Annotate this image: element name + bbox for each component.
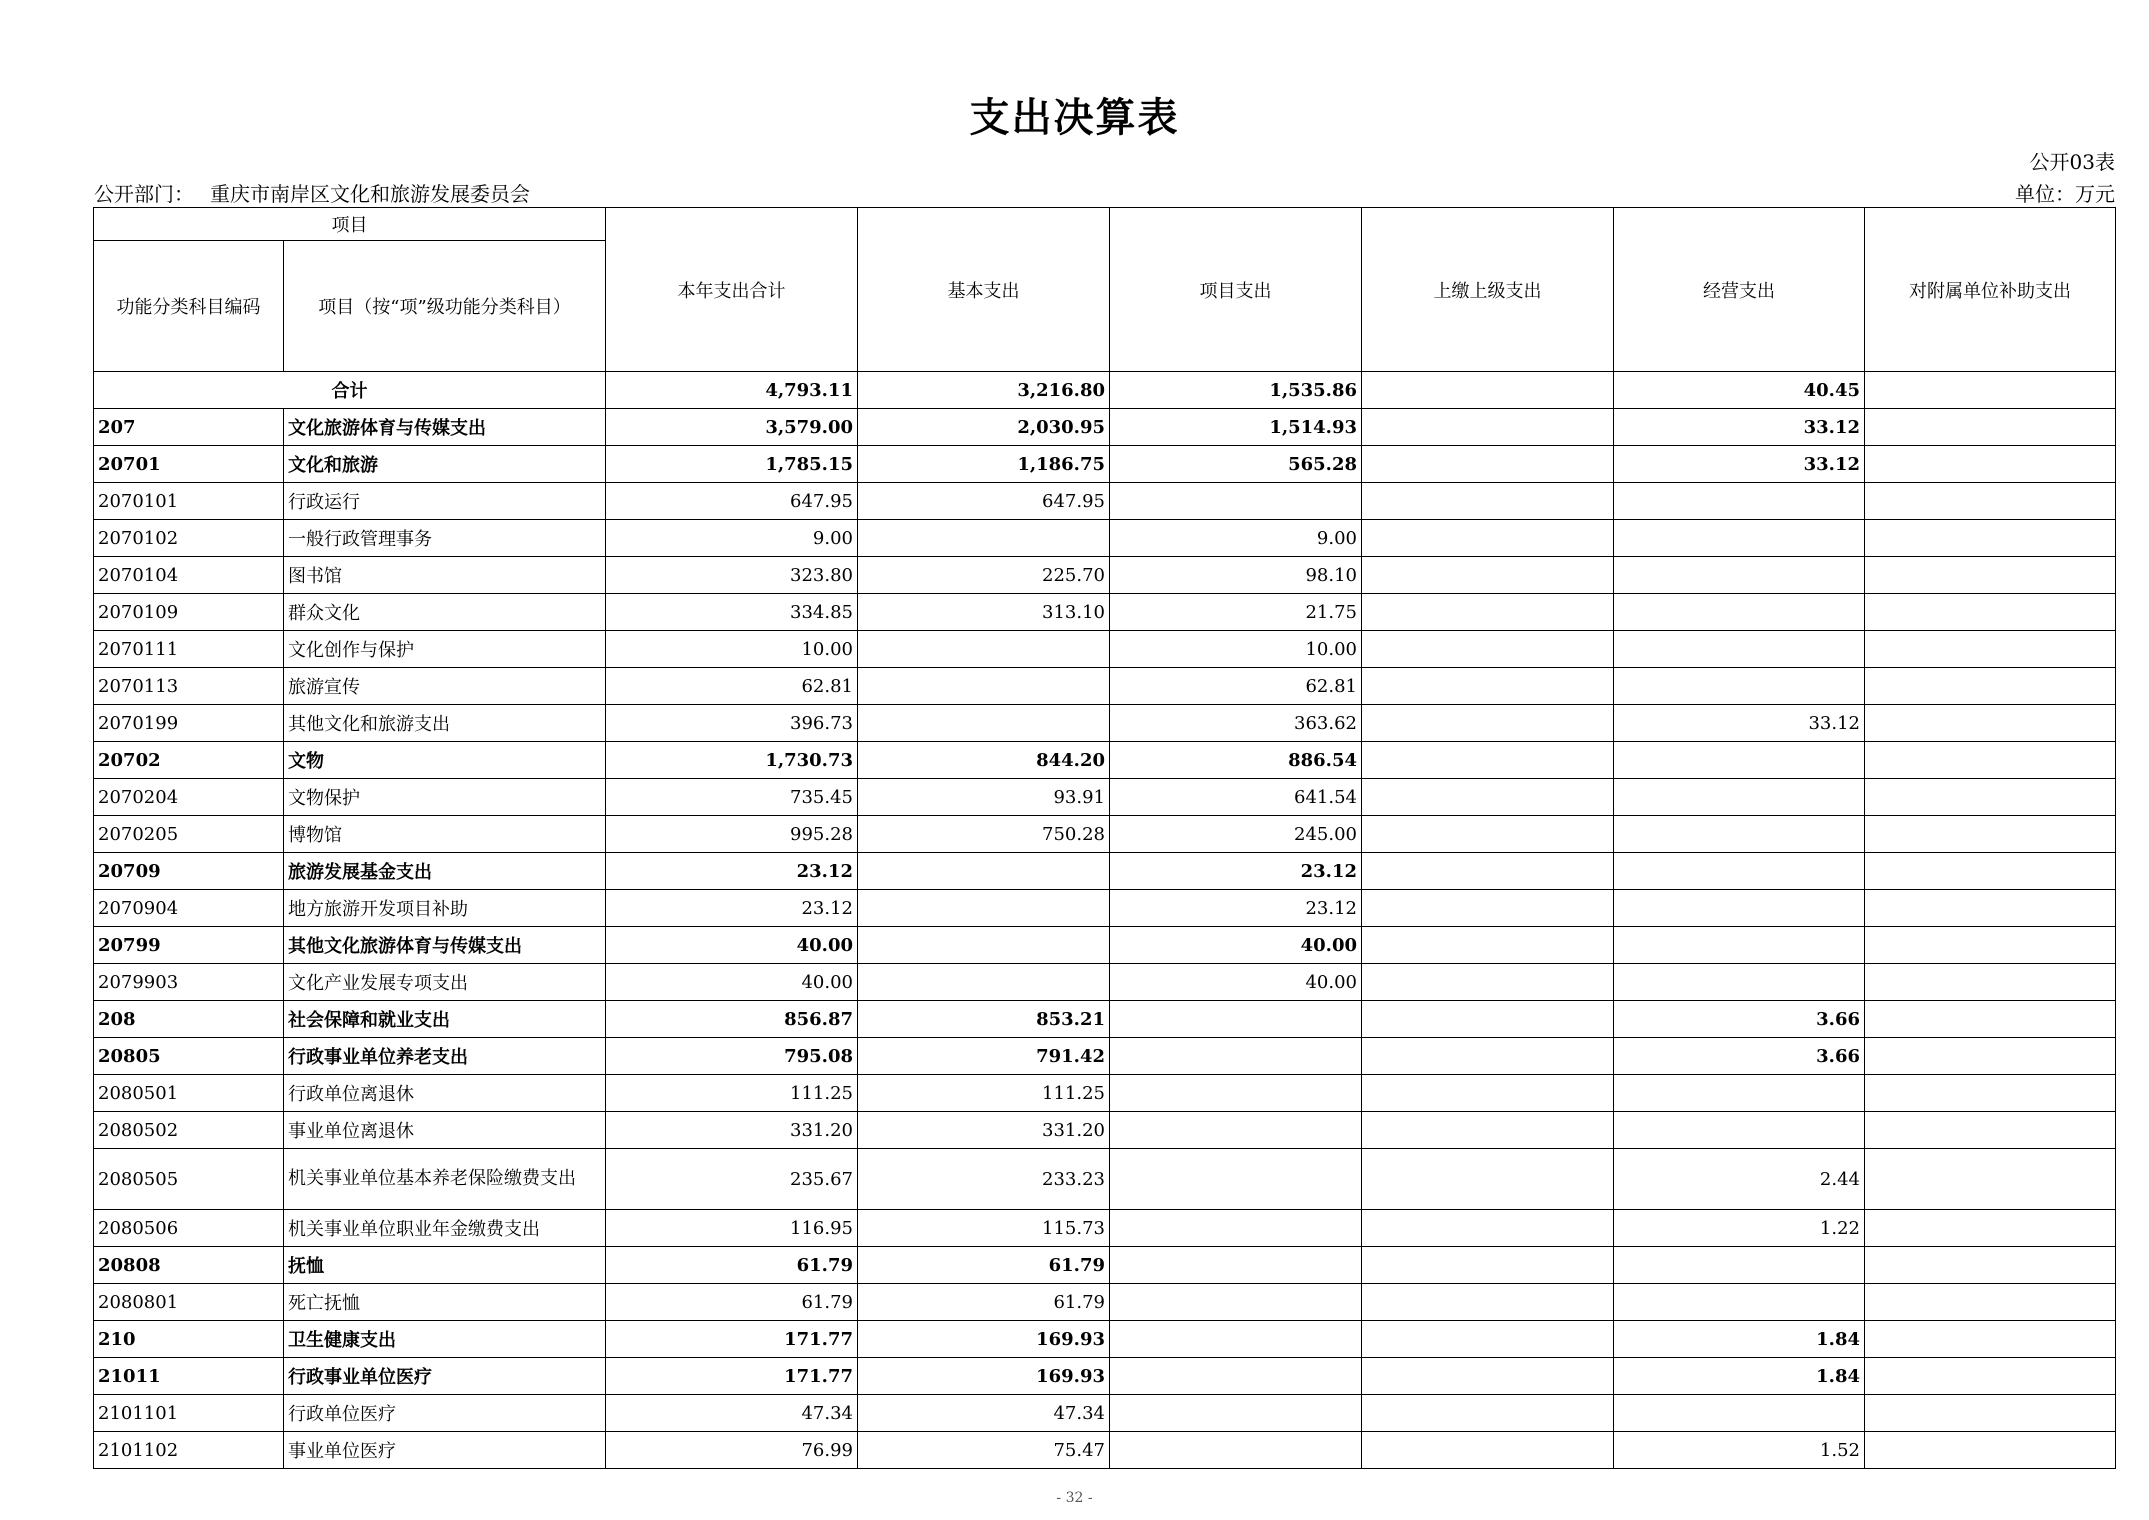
row-value: [1865, 1075, 2116, 1112]
row-value: 363.62: [1110, 705, 1362, 742]
row-value: [1362, 779, 1614, 816]
row-value: [1110, 1395, 1362, 1432]
row-value: 323.80: [606, 557, 858, 594]
row-code: 2101101: [94, 1395, 284, 1432]
row-value: 33.12: [1614, 409, 1865, 446]
row-value: [1362, 1149, 1614, 1210]
row-value: [1614, 890, 1865, 927]
row-code: 2070113: [94, 668, 284, 705]
table-row: [94, 1321, 2116, 1358]
row-value: 62.81: [1110, 668, 1362, 705]
department-name: 重庆市南岸区文化和旅游发展委员会: [210, 182, 530, 206]
row-value: 2,030.95: [858, 409, 1110, 446]
row-value: [1614, 927, 1865, 964]
row-value: 233.23: [858, 1149, 1110, 1210]
row-value: [1362, 1075, 1614, 1112]
row-code: 20799: [94, 927, 284, 964]
row-value: 169.93: [858, 1358, 1110, 1395]
row-value: 93.91: [858, 779, 1110, 816]
row-value: [858, 890, 1110, 927]
department-label: 公开部门：: [94, 182, 194, 206]
row-value: [1110, 1075, 1362, 1112]
row-code: 210: [94, 1321, 284, 1358]
row-name: 图书馆: [284, 557, 606, 594]
row-value: [1865, 1038, 2116, 1075]
row-code: 2080801: [94, 1284, 284, 1321]
row-value: [1614, 1075, 1865, 1112]
table-row: [94, 446, 2116, 483]
row-value: [858, 705, 1110, 742]
table-row: [94, 742, 2116, 779]
row-value: [1614, 1284, 1865, 1321]
row-name: 机关事业单位基本养老保险缴费支出: [284, 1149, 606, 1210]
row-value: 33.12: [1614, 446, 1865, 483]
row-value: [1614, 853, 1865, 890]
row-value: 245.00: [1110, 816, 1362, 853]
row-code: 2070199: [94, 705, 284, 742]
row-name: 博物馆: [284, 816, 606, 853]
row-name: 文物保护: [284, 779, 606, 816]
row-value: [1110, 1149, 1362, 1210]
unit-label: 单位：万元: [2015, 182, 2115, 206]
row-value: [1865, 779, 2116, 816]
table-row: [94, 1284, 2116, 1321]
row-value: [1865, 1112, 2116, 1149]
row-code: 20805: [94, 1038, 284, 1075]
total-cell: 40.45: [1614, 372, 1865, 409]
row-name: 旅游宣传: [284, 668, 606, 705]
row-value: [1362, 1247, 1614, 1284]
row-value: 3.66: [1614, 1001, 1865, 1038]
row-value: [1110, 1001, 1362, 1038]
row-value: 9.00: [1110, 520, 1362, 557]
row-value: 111.25: [858, 1075, 1110, 1112]
row-value: 331.20: [858, 1112, 1110, 1149]
row-value: [858, 853, 1110, 890]
row-value: [1865, 927, 2116, 964]
row-name: 旅游发展基金支出: [284, 853, 606, 890]
row-value: 1.22: [1614, 1210, 1865, 1247]
row-value: 171.77: [606, 1321, 858, 1358]
total-row: [94, 372, 2116, 409]
row-value: [1614, 779, 1865, 816]
row-value: 735.45: [606, 779, 858, 816]
row-value: 795.08: [606, 1038, 858, 1075]
table-row: [94, 1358, 2116, 1395]
header-col-subsidy: 对附属单位补助支出: [1865, 208, 2116, 372]
row-value: [1110, 1284, 1362, 1321]
row-value: 334.85: [606, 594, 858, 631]
row-value: [1865, 853, 2116, 890]
row-value: 10.00: [1110, 631, 1362, 668]
row-value: [1614, 668, 1865, 705]
row-value: [1865, 483, 2116, 520]
row-value: [858, 964, 1110, 1001]
row-name: 机关事业单位职业年金缴费支出: [284, 1210, 606, 1247]
row-name: 文化产业发展专项支出: [284, 964, 606, 1001]
row-code: 207: [94, 409, 284, 446]
row-name: 死亡抚恤: [284, 1284, 606, 1321]
row-code: 2079903: [94, 964, 284, 1001]
row-value: [1362, 1395, 1614, 1432]
department-line: [94, 178, 530, 207]
row-value: 844.20: [858, 742, 1110, 779]
table-row: [94, 927, 2116, 964]
row-value: [1362, 1321, 1614, 1358]
row-value: 3,579.00: [606, 409, 858, 446]
row-value: 1,730.73: [606, 742, 858, 779]
header-col-project: 项目支出: [1110, 208, 1362, 372]
row-value: 169.93: [858, 1321, 1110, 1358]
row-value: 23.12: [1110, 890, 1362, 927]
table-row: [94, 705, 2116, 742]
row-value: [1865, 1247, 2116, 1284]
row-value: 225.70: [858, 557, 1110, 594]
table-row: [94, 520, 2116, 557]
row-value: 1,785.15: [606, 446, 858, 483]
table-row: [94, 890, 2116, 927]
row-value: 61.79: [858, 1247, 1110, 1284]
row-code: 2080505: [94, 1149, 284, 1210]
row-value: [1614, 520, 1865, 557]
row-value: [1362, 742, 1614, 779]
row-value: [1865, 520, 2116, 557]
table-row: [94, 1001, 2116, 1038]
row-name: 文化旅游体育与传媒支出: [284, 409, 606, 446]
row-value: 853.21: [858, 1001, 1110, 1038]
row-value: [1362, 927, 1614, 964]
row-value: [1865, 1149, 2116, 1210]
table-row: [94, 594, 2116, 631]
row-value: [1614, 1395, 1865, 1432]
table-row: [94, 557, 2116, 594]
row-value: 116.95: [606, 1210, 858, 1247]
table-row: [94, 1112, 2116, 1149]
row-name: 行政事业单位医疗: [284, 1358, 606, 1395]
row-value: [1362, 1001, 1614, 1038]
row-name: 行政单位离退休: [284, 1075, 606, 1112]
row-code: 2080501: [94, 1075, 284, 1112]
row-code: 2080502: [94, 1112, 284, 1149]
row-code: 21011: [94, 1358, 284, 1395]
row-name: 卫生健康支出: [284, 1321, 606, 1358]
row-name: 其他文化旅游体育与传媒支出: [284, 927, 606, 964]
table-row: [94, 816, 2116, 853]
header-name: 项目（按“项”级功能分类科目）: [284, 241, 606, 372]
header-code: 功能分类科目编码: [94, 241, 284, 372]
row-value: [858, 668, 1110, 705]
total-cell: 4,793.11: [606, 372, 858, 409]
row-value: 647.95: [858, 483, 1110, 520]
row-value: 61.79: [606, 1247, 858, 1284]
row-value: [1362, 890, 1614, 927]
row-value: 1.84: [1614, 1321, 1865, 1358]
expenditure-table: [93, 207, 2116, 1469]
row-value: [1865, 964, 2116, 1001]
row-value: [1865, 742, 2116, 779]
row-code: 2070205: [94, 816, 284, 853]
table-row: [94, 631, 2116, 668]
header-col-operating: 经营支出: [1614, 208, 1865, 372]
row-value: [1865, 668, 2116, 705]
row-name: 文物: [284, 742, 606, 779]
row-value: 647.95: [606, 483, 858, 520]
row-value: 2.44: [1614, 1149, 1865, 1210]
row-name: 事业单位医疗: [284, 1432, 606, 1469]
row-value: [1110, 1432, 1362, 1469]
row-value: 3.66: [1614, 1038, 1865, 1075]
row-value: 33.12: [1614, 705, 1865, 742]
table-row: [94, 1210, 2116, 1247]
row-value: [1865, 1395, 2116, 1432]
row-value: 750.28: [858, 816, 1110, 853]
row-value: 23.12: [606, 853, 858, 890]
row-value: [858, 927, 1110, 964]
row-value: [1362, 1112, 1614, 1149]
row-value: 40.00: [1110, 964, 1362, 1001]
row-value: [1865, 705, 2116, 742]
row-name: 一般行政管理事务: [284, 520, 606, 557]
row-name: 行政运行: [284, 483, 606, 520]
row-value: 61.79: [606, 1284, 858, 1321]
row-code: 208: [94, 1001, 284, 1038]
row-value: 791.42: [858, 1038, 1110, 1075]
row-value: [1110, 1038, 1362, 1075]
row-code: 2080506: [94, 1210, 284, 1247]
row-code: 20709: [94, 853, 284, 890]
table-row: [94, 668, 2116, 705]
row-value: [1865, 409, 2116, 446]
table-row: [94, 964, 2116, 1001]
row-value: 995.28: [606, 816, 858, 853]
row-value: 1,186.75: [858, 446, 1110, 483]
table-row: [94, 483, 2116, 520]
row-value: [1362, 1284, 1614, 1321]
row-value: [1865, 446, 2116, 483]
row-value: [1362, 668, 1614, 705]
row-value: [1865, 1210, 2116, 1247]
row-value: 21.75: [1110, 594, 1362, 631]
row-value: [1362, 705, 1614, 742]
table-row: [94, 1247, 2116, 1284]
table-row: [94, 853, 2116, 890]
row-code: 20702: [94, 742, 284, 779]
header-col-total: 本年支出合计: [606, 208, 858, 372]
row-value: 641.54: [1110, 779, 1362, 816]
row-value: [1110, 1210, 1362, 1247]
table-row: [94, 1432, 2116, 1469]
row-value: 76.99: [606, 1432, 858, 1469]
row-value: [1362, 816, 1614, 853]
row-value: 9.00: [606, 520, 858, 557]
row-value: 331.20: [606, 1112, 858, 1149]
table-row: [94, 1149, 2116, 1210]
row-value: 62.81: [606, 668, 858, 705]
table-row: [94, 1075, 2116, 1112]
row-value: [1865, 816, 2116, 853]
row-value: [1865, 1432, 2116, 1469]
row-value: [1865, 1284, 2116, 1321]
row-value: [1362, 1358, 1614, 1395]
row-value: [1865, 1358, 2116, 1395]
row-value: 111.25: [606, 1075, 858, 1112]
table-row: [94, 779, 2116, 816]
row-value: 47.34: [606, 1395, 858, 1432]
row-value: [1362, 409, 1614, 446]
row-value: [1110, 483, 1362, 520]
row-value: [1865, 1001, 2116, 1038]
row-value: [1614, 1112, 1865, 1149]
row-value: [1614, 1247, 1865, 1284]
form-number: 公开03表: [2029, 150, 2115, 174]
row-value: 10.00: [606, 631, 858, 668]
row-code: 2101102: [94, 1432, 284, 1469]
row-value: [1362, 1038, 1614, 1075]
total-label: 合计: [94, 372, 606, 409]
row-value: 1.52: [1614, 1432, 1865, 1469]
row-value: [1362, 964, 1614, 1001]
row-value: [1865, 1321, 2116, 1358]
row-value: [1362, 483, 1614, 520]
row-value: [1865, 890, 2116, 927]
header-col-remit: 上缴上级支出: [1362, 208, 1614, 372]
row-value: 47.34: [858, 1395, 1110, 1432]
row-value: [1614, 483, 1865, 520]
row-value: [858, 631, 1110, 668]
row-name: 抚恤: [284, 1247, 606, 1284]
total-cell: [1362, 372, 1614, 409]
row-value: [1362, 594, 1614, 631]
row-value: 856.87: [606, 1001, 858, 1038]
row-value: [1362, 853, 1614, 890]
row-value: 98.10: [1110, 557, 1362, 594]
row-value: [1362, 446, 1614, 483]
row-code: 2070109: [94, 594, 284, 631]
row-value: [1362, 1432, 1614, 1469]
row-value: 313.10: [858, 594, 1110, 631]
row-name: 事业单位离退休: [284, 1112, 606, 1149]
row-value: 40.00: [1110, 927, 1362, 964]
row-value: [1362, 631, 1614, 668]
row-name: 行政事业单位养老支出: [284, 1038, 606, 1075]
row-value: 23.12: [1110, 853, 1362, 890]
row-value: [1614, 557, 1865, 594]
row-value: 235.67: [606, 1149, 858, 1210]
page-number: - 32 -: [1056, 1490, 1093, 1506]
row-name: 文化创作与保护: [284, 631, 606, 668]
row-value: [1362, 520, 1614, 557]
row-code: 20808: [94, 1247, 284, 1284]
row-value: [1110, 1358, 1362, 1395]
row-value: 565.28: [1110, 446, 1362, 483]
row-name: 其他文化和旅游支出: [284, 705, 606, 742]
row-value: [1614, 964, 1865, 1001]
row-code: 2070102: [94, 520, 284, 557]
table-row: [94, 1038, 2116, 1075]
header-item: 项目: [94, 208, 606, 241]
row-value: 1.84: [1614, 1358, 1865, 1395]
table-row: [94, 409, 2116, 446]
page-title: 支出决算表: [969, 94, 1180, 141]
row-value: 396.73: [606, 705, 858, 742]
row-value: 1,514.93: [1110, 409, 1362, 446]
row-value: 40.00: [606, 964, 858, 1001]
row-code: 2070204: [94, 779, 284, 816]
row-value: [858, 520, 1110, 557]
row-name: 地方旅游开发项目补助: [284, 890, 606, 927]
row-value: 171.77: [606, 1358, 858, 1395]
table-row: [94, 1395, 2116, 1432]
row-value: [1362, 557, 1614, 594]
row-code: 2070904: [94, 890, 284, 927]
row-name: 文化和旅游: [284, 446, 606, 483]
row-value: [1614, 742, 1865, 779]
row-code: 2070104: [94, 557, 284, 594]
row-name: 行政单位医疗: [284, 1395, 606, 1432]
row-name: 社会保障和就业支出: [284, 1001, 606, 1038]
row-name: 群众文化: [284, 594, 606, 631]
row-value: 75.47: [858, 1432, 1110, 1469]
total-cell: [1865, 372, 2116, 409]
row-value: 886.54: [1110, 742, 1362, 779]
row-value: 40.00: [606, 927, 858, 964]
row-value: [1362, 1210, 1614, 1247]
row-value: [1865, 631, 2116, 668]
row-value: 115.73: [858, 1210, 1110, 1247]
row-value: [1614, 594, 1865, 631]
row-code: 2070111: [94, 631, 284, 668]
header-col-basic: 基本支出: [858, 208, 1110, 372]
row-value: [1614, 631, 1865, 668]
row-code: 2070101: [94, 483, 284, 520]
row-value: [1865, 557, 2116, 594]
row-value: [1110, 1321, 1362, 1358]
total-cell: 1,535.86: [1110, 372, 1362, 409]
row-value: 23.12: [606, 890, 858, 927]
row-value: [1865, 594, 2116, 631]
row-code: 20701: [94, 446, 284, 483]
row-value: [1110, 1247, 1362, 1284]
row-value: [1110, 1112, 1362, 1149]
total-cell: 3,216.80: [858, 372, 1110, 409]
row-value: 61.79: [858, 1284, 1110, 1321]
row-value: [1614, 816, 1865, 853]
